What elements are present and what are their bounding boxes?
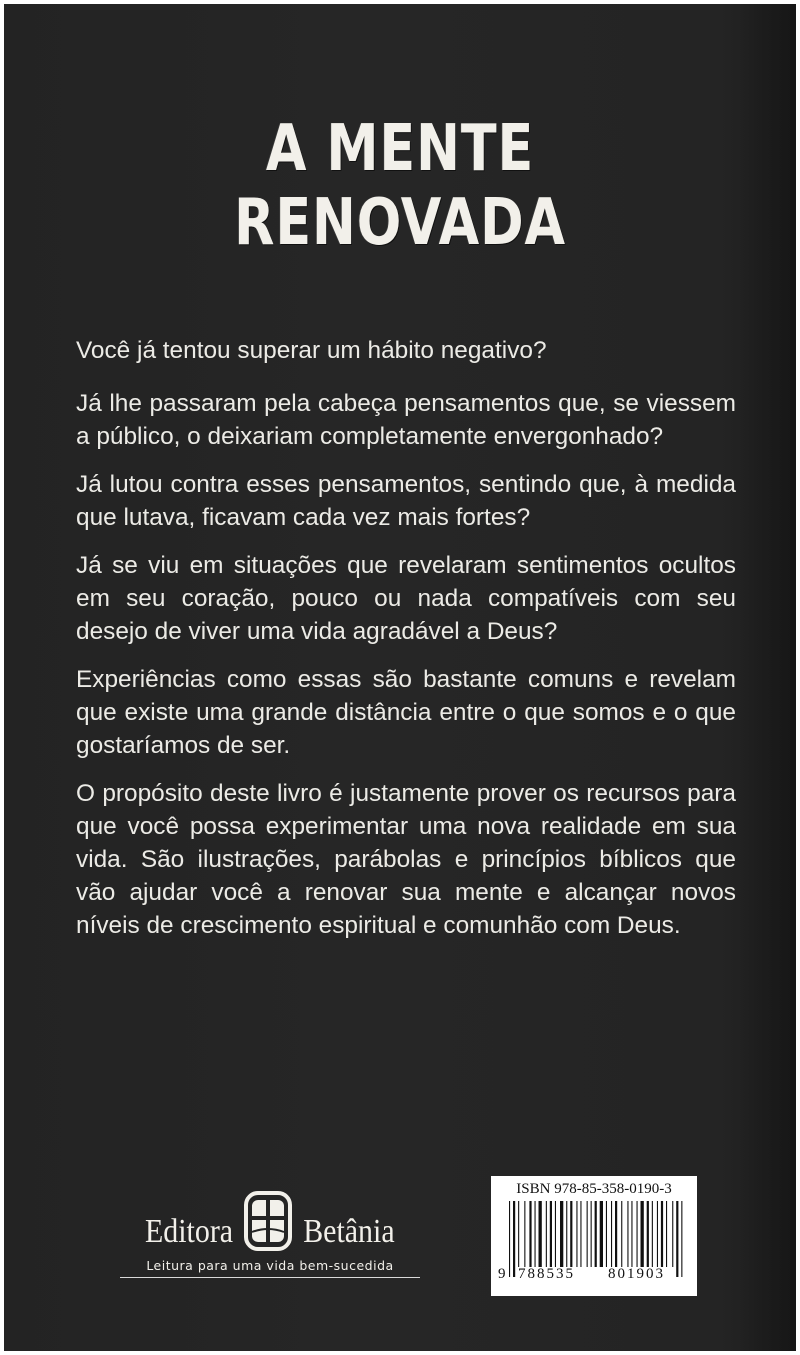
barcode-bar <box>657 1201 658 1267</box>
blurb-paragraph-2: Já lhe passaram pela cabeça pensamentos que, se viessem a público, o deixariam completamente envergonhado? <box>76 390 736 450</box>
barcode-digits-left: 788535 <box>518 1266 575 1282</box>
title-line-1: A MENTE <box>265 112 535 186</box>
barcode-bar <box>535 1201 536 1267</box>
blurb-paragraph-1: Você já tentou superar um hábito negativo? <box>76 337 547 364</box>
publisher-slogan: Leitura para uma vida bem-sucedida <box>120 1258 420 1278</box>
barcode-bar <box>570 1201 572 1267</box>
barcode-bar <box>539 1201 542 1267</box>
publisher-name-left: Editora <box>145 1213 234 1250</box>
barcode-bar <box>600 1201 603 1267</box>
barcode-bar <box>672 1201 673 1267</box>
barcode-bar <box>580 1201 581 1267</box>
blurb-paragraph-4: Já se viu em situações que revelaram sentimentos ocultos em seu coração, pouco ou nada compatíveis com seu desejo de viver uma vida agradável a Deus? <box>76 552 736 645</box>
barcode-bar <box>524 1201 525 1267</box>
blurb-text <box>76 334 736 957</box>
barcode-digit-first: 9 <box>498 1266 506 1282</box>
book-cross-icon <box>243 1190 293 1252</box>
barcode-bar <box>566 1201 567 1267</box>
barcode-bar <box>681 1201 682 1277</box>
barcode-bar <box>631 1201 632 1267</box>
barcode-bar <box>661 1201 663 1267</box>
barcode-bar <box>652 1201 653 1267</box>
barcode-bar <box>576 1201 577 1267</box>
title-line-2: RENOVADA <box>234 186 566 260</box>
barcode-bar <box>641 1201 644 1267</box>
barcode-bar <box>587 1201 588 1267</box>
barcode-bar <box>621 1201 622 1267</box>
barcode-bar <box>615 1201 617 1267</box>
barcode-bar <box>676 1201 678 1277</box>
publisher-logo <box>120 1188 420 1278</box>
barcode-bar <box>637 1201 638 1267</box>
barcode-bar <box>518 1201 519 1267</box>
book-title <box>4 112 796 260</box>
back-cover <box>4 4 796 1351</box>
isbn-number: ISBN 978-85-358-0190-3 <box>516 1181 672 1197</box>
blurb-paragraph-5: Experiências como essas são bastante comuns e revelam que existe uma grande distância entre o que somos e o que gostaríamos de ser. <box>76 666 736 759</box>
barcode-bar <box>509 1201 510 1277</box>
blurb-paragraph-6: O propósito deste livro é justamente prover os recursos para que você possa experimentar uma nova realidade em sua vida. São ilustrações, parábolas e princípios bíblicos que vão ajudar você a renovar sua mente e alcançar novos níveis de crescimento espiritual e comunhão com Deus. <box>76 780 736 939</box>
barcode-bar <box>513 1201 515 1277</box>
barcode-bar <box>546 1201 547 1267</box>
blurb-paragraph-3: Já lutou contra esses pensamentos, sentindo que, à medida que lutava, ficavam cada vez mais fortes? <box>76 471 736 531</box>
barcode-bar <box>666 1201 667 1267</box>
barcode-bar <box>606 1201 607 1267</box>
publisher-name-right: Betânia <box>303 1213 395 1250</box>
barcode-bar <box>595 1201 597 1267</box>
barcode-bar <box>611 1201 612 1267</box>
barcode-bar <box>591 1201 592 1267</box>
barcode-bar <box>555 1201 556 1267</box>
barcode-bar <box>529 1201 531 1267</box>
barcode-digits-right: 801903 <box>608 1266 665 1282</box>
barcode-bar <box>550 1201 552 1267</box>
barcode-bar <box>560 1201 563 1267</box>
barcode-bar <box>627 1201 628 1267</box>
barcode-bar <box>647 1201 649 1267</box>
